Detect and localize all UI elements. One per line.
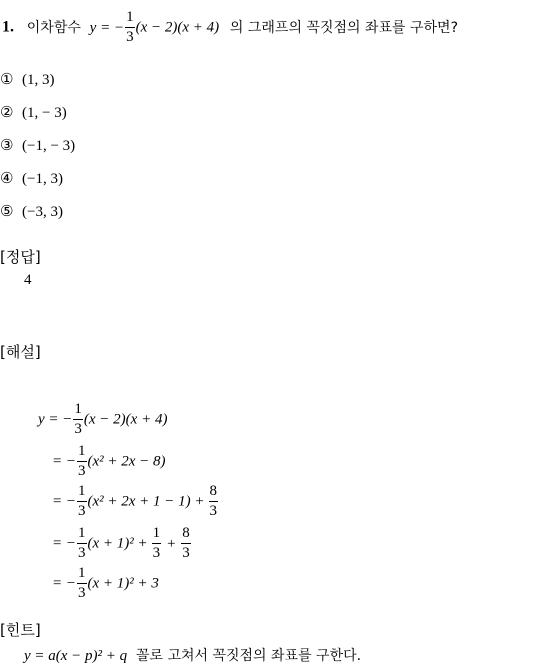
answer-label: [정답] [0,248,41,266]
fraction-denominator: 3 [152,545,161,561]
hint-formula: y = a(x − p)² + q [24,648,128,664]
question-prefix: 이차함수 [26,19,81,36]
fraction-numerator: 1 [125,10,135,28]
option-marker: ② [0,103,14,121]
question-number: 1. [2,18,14,36]
option-text: (−1, 3) [22,171,63,187]
question-eq-lhs: y = − [89,19,125,36]
question-eq-rest: (x − 2)(x + 4) [135,19,220,36]
line-fraction [73,402,83,437]
fraction-denominator: 3 [78,585,86,601]
line-rest: (x + 1)² + [87,535,148,552]
option-text: (1, − 3) [22,105,67,121]
explanation-line-4 [52,526,192,561]
hint-label: [힌트] [0,621,41,639]
fraction-numerator: 1 [152,526,162,544]
question-line [2,10,458,45]
fraction-denominator: 3 [126,29,134,45]
fraction-denominator: 3 [78,463,86,479]
fraction-numerator: 1 [77,566,87,584]
fraction-denominator: 3 [74,421,82,437]
line-fraction [77,484,87,519]
line-rest: (x² + 2x − 8) [87,453,166,470]
line-rest: (x² + 2x + 1 − 1) + [87,493,205,510]
fraction-numerator: 1 [77,484,87,502]
line-fraction [77,526,87,561]
line-fraction [77,444,87,479]
line-lhs: = − [52,575,76,592]
question-suffix: 의 그래프의 꼭짓점의 좌표를 구하면? [229,19,458,36]
line-fraction-2 [152,526,162,561]
fraction-numerator: 8 [209,484,219,502]
line-rest: (x − 2)(x + 4) [83,411,168,428]
hint-line [24,645,361,665]
question-eq-fraction [125,10,135,45]
hint-text: 꼴로 고쳐서 꼭짓점의 좌표를 구한다. [135,648,362,664]
option-3 [0,136,75,155]
fraction-denominator: 3 [78,503,86,519]
answer-value: 4 [24,272,32,288]
fraction-denominator: 3 [78,545,86,561]
line-lhs: y = − [38,411,73,428]
fraction-numerator: 1 [77,526,87,544]
fraction-numerator: 1 [73,402,83,420]
option-marker: ① [0,70,14,88]
option-text: (1, 3) [22,72,55,88]
line-lhs: = − [52,535,76,552]
fraction-numerator: 8 [181,526,191,544]
explanation-label: [해설] [0,343,41,361]
option-text: (−3, 3) [22,204,63,220]
line-plus: + [166,535,177,552]
explanation-line-1 [38,402,167,437]
line-fraction-3 [181,526,191,561]
option-2 [0,103,67,122]
option-4 [0,169,63,188]
fraction-denominator: 3 [182,545,190,561]
line-fraction [77,566,87,601]
line-fraction-2 [209,484,219,519]
fraction-numerator: 1 [77,444,87,462]
explanation-line-2 [52,444,166,479]
option-text: (−1, − 3) [22,138,76,154]
option-marker: ⑤ [0,202,14,220]
explanation-line-3 [52,484,219,519]
fraction-denominator: 3 [209,503,218,519]
line-lhs: = − [52,493,76,510]
line-rest: (x + 1)² + 3 [87,575,159,592]
option-marker: ④ [0,169,14,187]
explanation-line-5 [52,566,159,601]
line-lhs: = − [52,453,76,470]
option-1 [0,70,55,89]
option-marker: ③ [0,136,14,154]
option-5 [0,202,63,221]
